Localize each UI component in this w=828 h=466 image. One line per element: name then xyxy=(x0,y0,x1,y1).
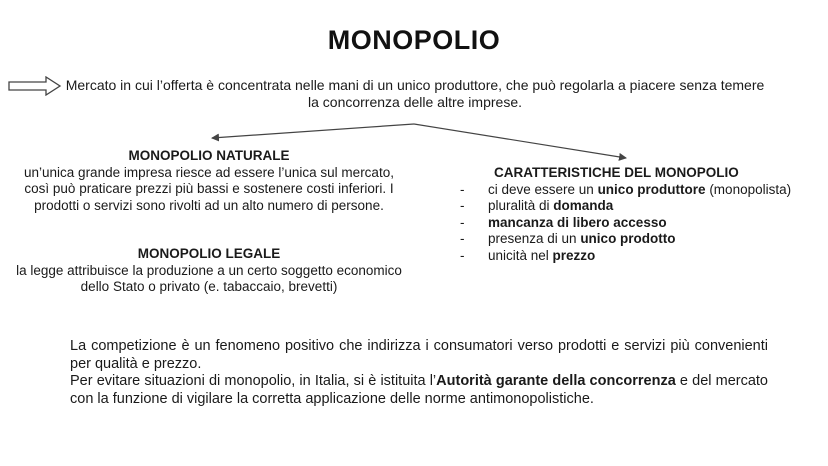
competition-text: La competizione è un fenomeno positivo che indirizza i consumatori verso prodotti e servizi più convenienti per qualità e prezzo. xyxy=(70,338,768,372)
authority-name: Autorità garante della concorrenza xyxy=(436,373,676,389)
natural-monopoly-section xyxy=(14,148,404,214)
features-section xyxy=(456,165,806,264)
list-item: - unicità nel prezzo xyxy=(460,247,596,263)
closing-paragraph xyxy=(70,338,768,408)
authority-text: Per evitare situazioni di monopolio, in Italia, si è istituita l’Autorità garante della concorrenza e del mercato con la funzione di vigilare la corretta applicazione delle norme antimonopolistiche. xyxy=(70,373,768,407)
legal-monopoly-text: la legge attribuisce la produzione a un certo soggetto economico dello Stato o privato (e. tabaccaio, brevetti) xyxy=(16,262,402,294)
natural-monopoly-text: un’unica grande impresa riesce ad essere l’unica sul mercato, così può praticare prezzi più bassi e sostenere costi inferiori. I prodotti o servizi sono rivolti ad un alto numero di persone. xyxy=(24,164,394,213)
page-title: MONOPOLIO xyxy=(327,25,501,55)
legal-monopoly-section xyxy=(14,246,404,296)
definition-text: Mercato in cui l’offerta è concentrata nelle mani di un unico produttore, che può regolarla a piacere senza temere la concorrenza delle altre imprese. xyxy=(65,77,765,110)
natural-monopoly-heading: MONOPOLIO NATURALE xyxy=(128,148,290,163)
arrow-to-features xyxy=(414,124,626,158)
right-arrow-icon xyxy=(8,76,62,96)
features-heading: CARATTERISTICHE DEL MONOPOLIO xyxy=(494,165,739,180)
list-item: - ci deve essere un unico produttore (monopolista) xyxy=(460,181,792,197)
features-list xyxy=(456,182,806,265)
list-item: - mancanza di libero accesso xyxy=(460,214,667,230)
arrow-to-natural xyxy=(212,124,414,138)
legal-monopoly-heading: MONOPOLIO LEGALE xyxy=(137,246,281,261)
list-item: - pluralità di domanda xyxy=(460,198,614,213)
list-item: - presenza di un unico prodotto xyxy=(460,231,676,246)
